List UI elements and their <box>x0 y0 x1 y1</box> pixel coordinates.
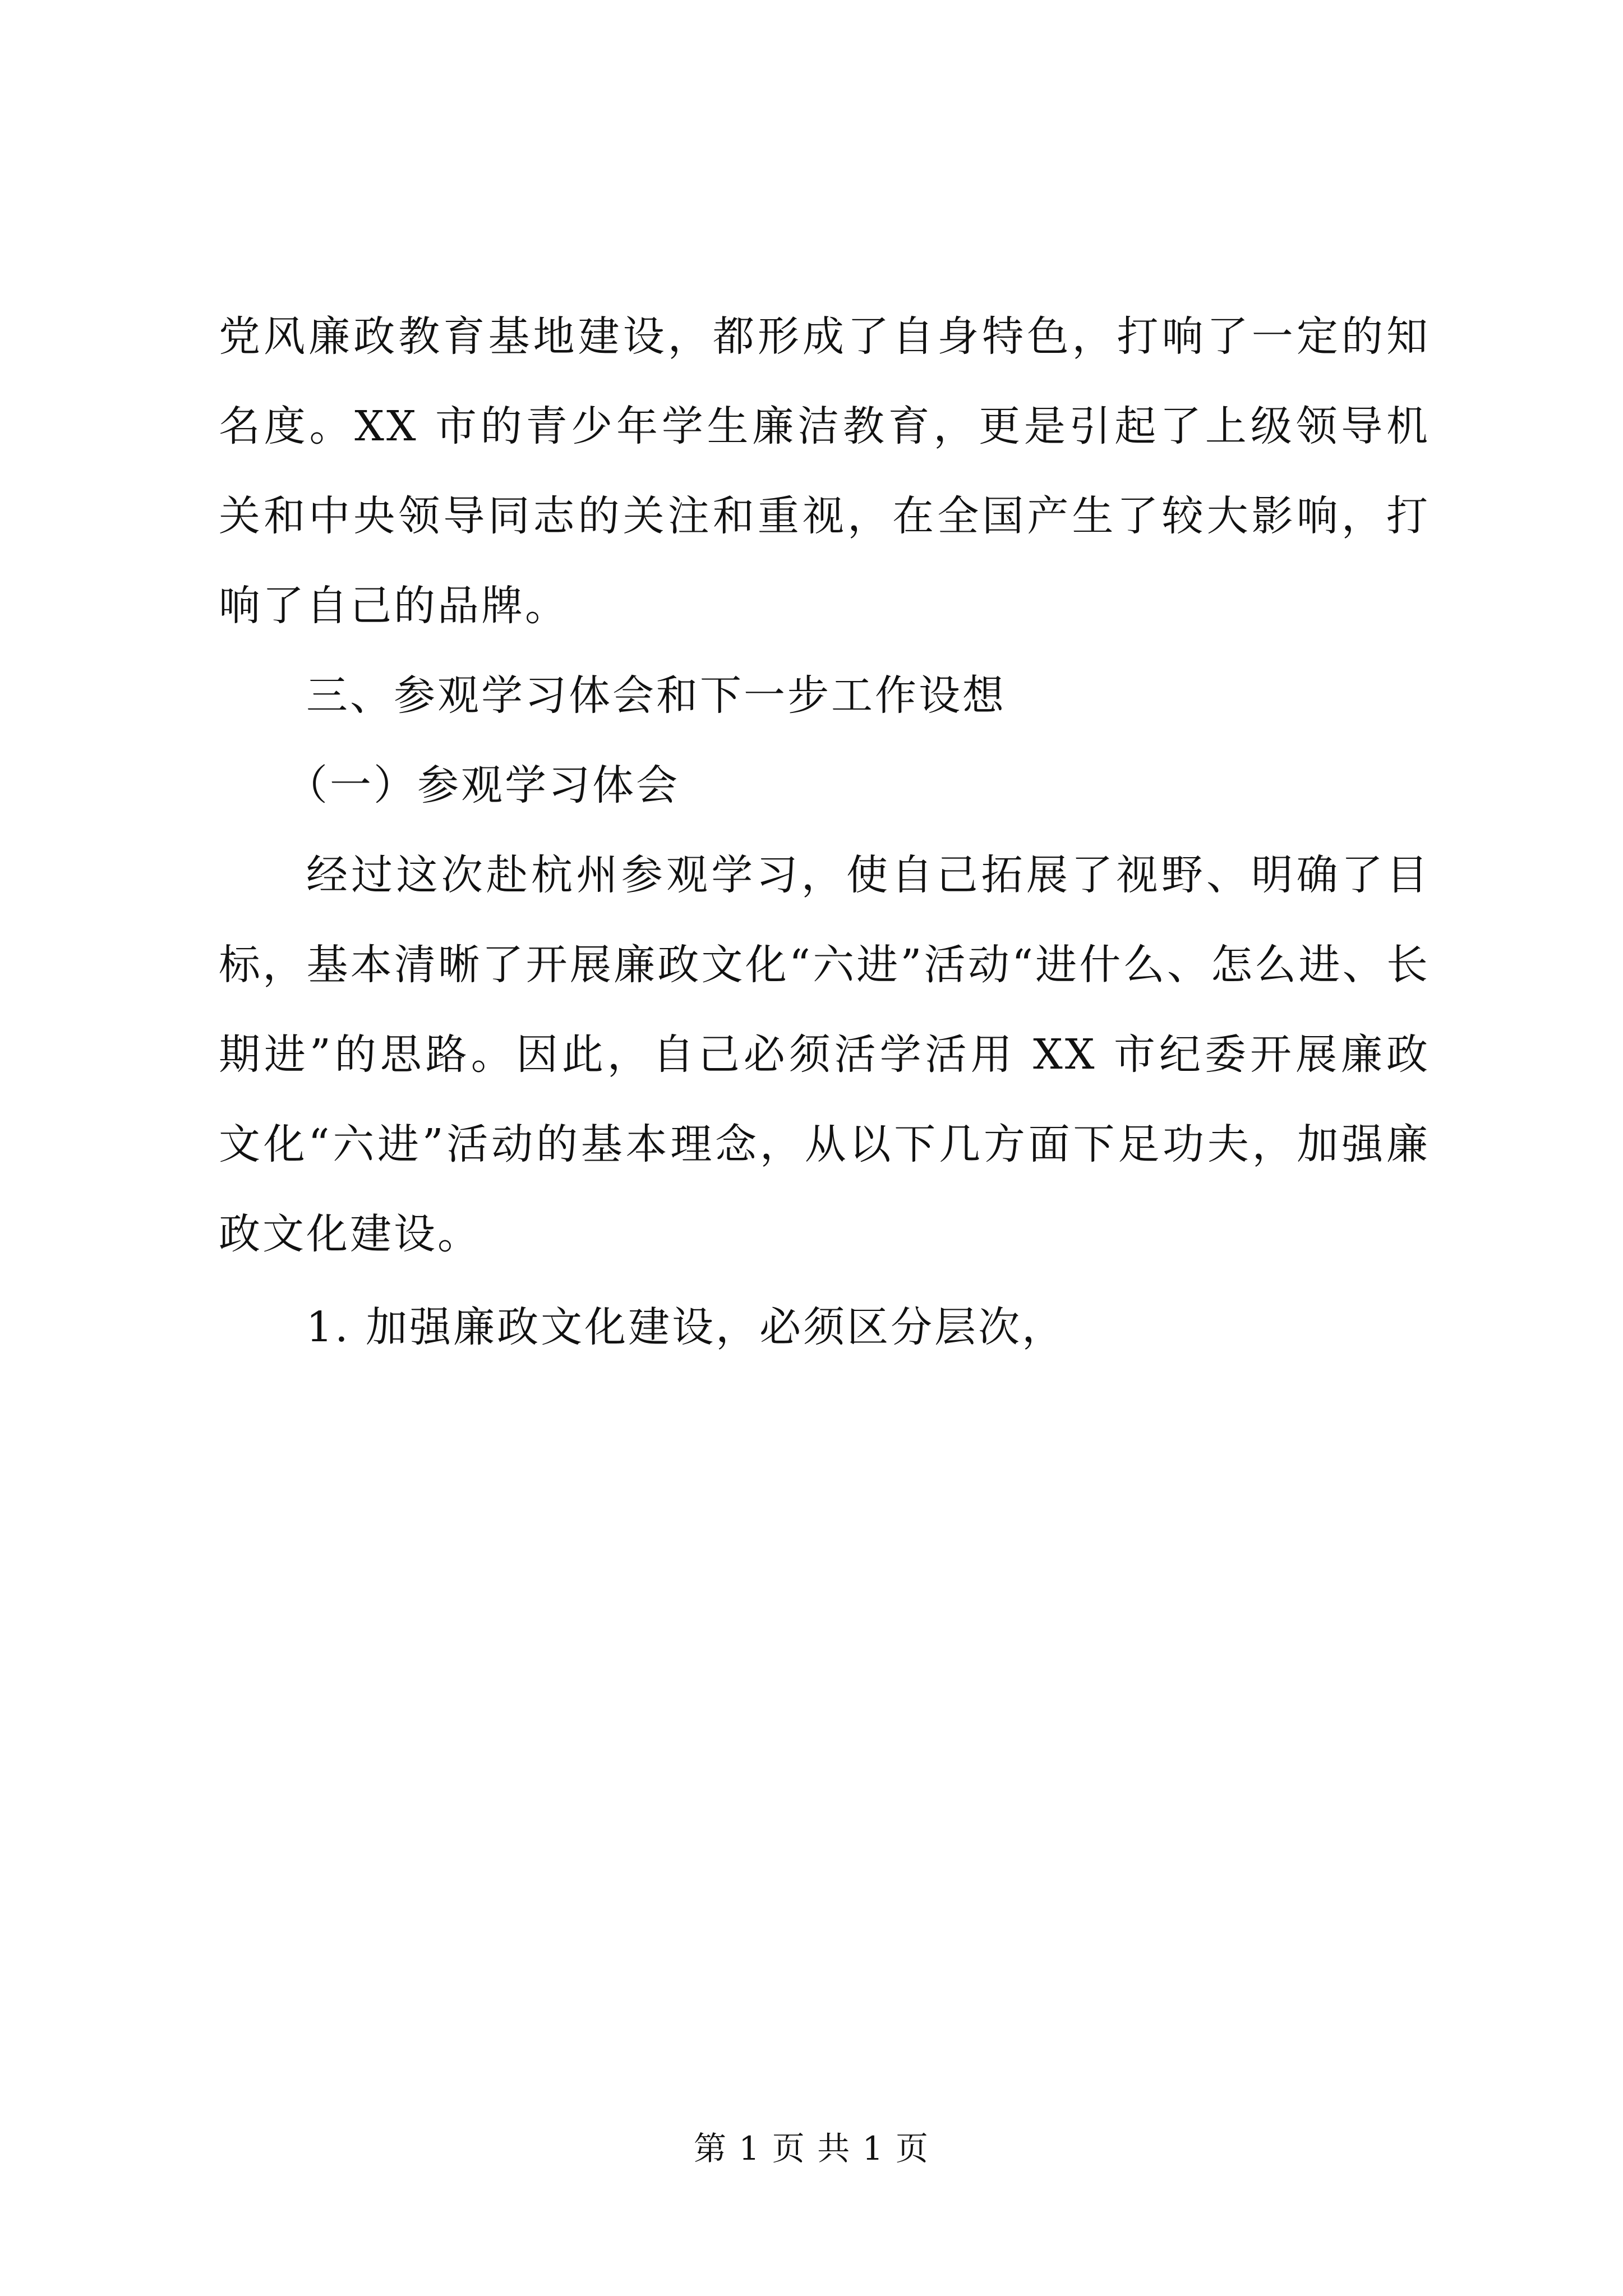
paragraph-continuation: 党风廉政教育基地建设，都形成了自身特色，打响了一定的知名度。XX 市的青少年学生廉洁教育，更是引起了上级领导机关和中央领导同志的关注和重视，在全国产生了较大影响，打响了自己的品牌。 <box>219 312 1430 630</box>
document-body <box>219 292 1430 1372</box>
subsection-heading: （一）参观学习体会 <box>286 761 680 809</box>
paragraph-body: 经过这次赴杭州参观学习，使自己拓展了视野、明确了目标，基本清晰了开展廉政文化“六进”活动“进什么、怎么进、长期进”的思路。因此，自己必须活学活用 XX 市纪委开展廉政文化“六进”活动的基本理念，从以下几方面下足功夫，加强廉政文化建设。 <box>219 851 1430 1258</box>
page-footer: 第 1 页 共 1 页 <box>694 2129 929 2168</box>
numbered-item: 1. 加强廉政文化建设，必须区分层次， <box>306 1303 1066 1351</box>
section-heading: 三、参观学习体会和下一步工作设想 <box>306 671 1006 720</box>
